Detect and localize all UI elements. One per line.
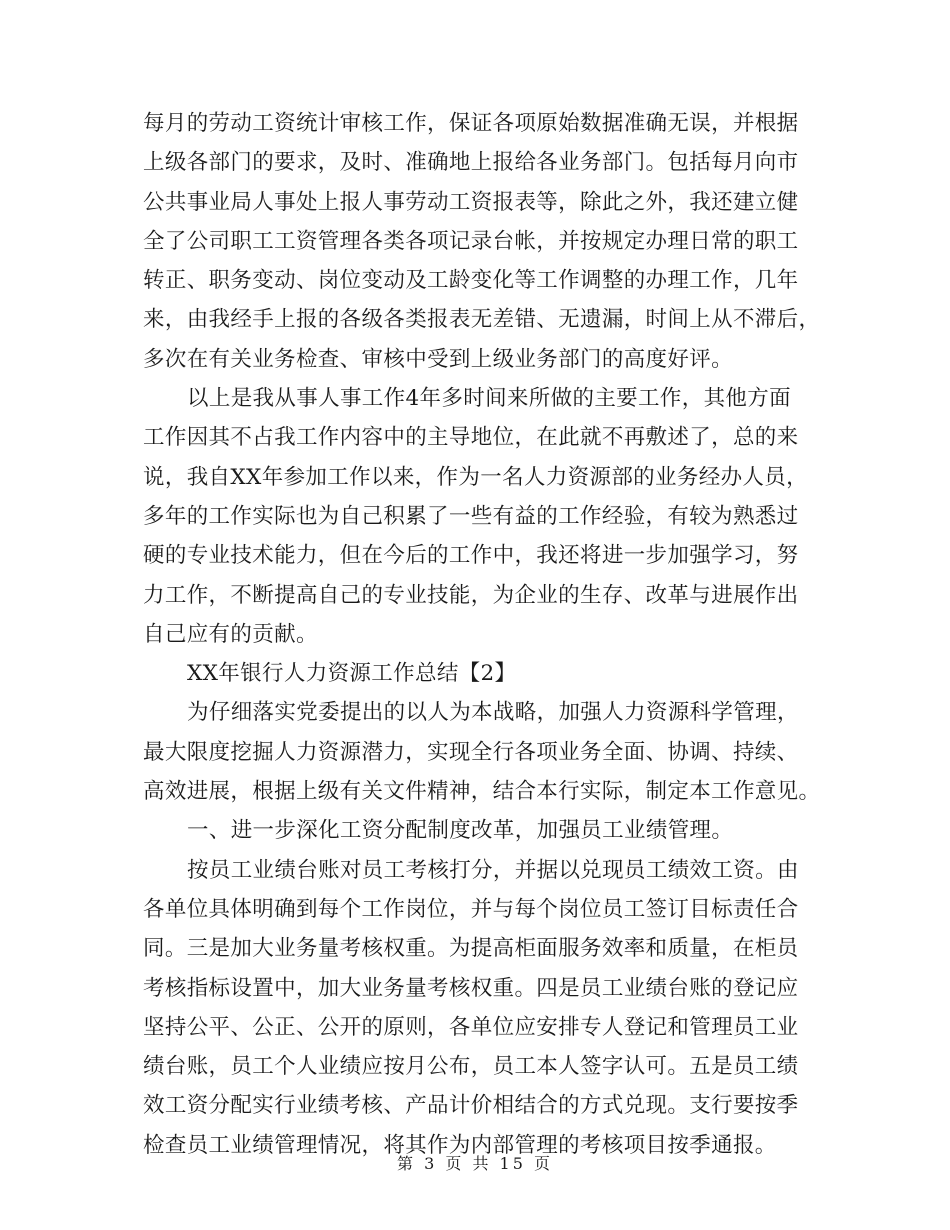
page-number-footer: 第 3 页 共 15 页 — [397, 1154, 553, 1173]
text-line: 全了公司职工工资管理各类各项记录台帐，并按规定办理日常的职工 — [143, 228, 799, 254]
paragraph-start-line: 以上是我从事人事工作4年多时间来所做的主要工作，其他方面 — [187, 386, 791, 412]
text-line: 说，我自XX年参加工作以来，作为一名人力资源部的业务经办人员， — [143, 464, 808, 490]
paragraph-start-line: 按员工业绩台账对员工考核打分，并据以兑现员工绩效工资。由 — [187, 857, 799, 883]
text-line: 考核指标设置中，加大业务量考核权重。四是员工业绩台账的登记应 — [143, 975, 799, 1001]
paragraph-start-line: 为仔细落实党委提出的以人为本战略，加强人力资源科学管理， — [187, 700, 799, 726]
text-line: 检查员工业绩管理情况，将其作为内部管理的考核项目按季通报。 — [143, 1132, 777, 1158]
text-line: 公共事业局人事处上报人事劳动工资报表等，除此之外，我还建立健 — [143, 189, 799, 215]
text-line: 绩台账，员工个人业绩应按月公布，员工本人签字认可。五是员工绩 — [143, 1054, 799, 1080]
text-line: 多年的工作实际也为自己积累了一些有益的工作经验，有较为熟悉过 — [143, 503, 799, 529]
text-line: 最大限度挖掘人力资源潜力，实现全行各项业务全面、协调、持续、 — [143, 739, 799, 765]
text-line: 转正、职务变动、岗位变动及工龄变化等工作调整的办理工作，几年 — [143, 268, 799, 294]
text-line: 自己应有的贡献。 — [143, 621, 318, 647]
text-line: 同。三是加大业务量考核权重。为提高柜面服务效率和质量，在柜员 — [143, 936, 799, 962]
text-line: 上级各部门的要求，及时、准确地上报给各业务部门。包括每月向市 — [143, 150, 799, 176]
subsection-heading: 一、进一步深化工资分配制度改革，加强员工业绩管理。 — [187, 818, 734, 844]
document-body — [143, 104, 821, 1165]
text-line: 高效进展，根据上级有关文件精神，结合本行实际，制定本工作意见。 — [143, 779, 821, 805]
text-line: 力工作，不断提高自己的专业技能，为企业的生存、改革与进展作出 — [143, 582, 799, 608]
text-line: 坚持公平、公正、公开的原则，各单位应安排专人登记和管理员工业 — [143, 1014, 799, 1040]
text-line: 来，由我经手上报的各级各类报表无差错、无遗漏，时间上从不滞后， — [143, 307, 821, 333]
text-line: 工作因其不占我工作内容中的主导地位，在此就不再敷述了，总的来 — [143, 425, 799, 451]
text-line: 各单位具体明确到每个工作岗位，并与每个岗位员工签订目标责任合 — [143, 896, 799, 922]
section-heading: XX年银行人力资源工作总结【2】 — [187, 661, 517, 687]
text-line: 多次在有关业务检查、审核中受到上级业务部门的高度好评。 — [143, 346, 733, 372]
text-line: 硬的专业技术能力，但在今后的工作中，我还将进一步加强学习，努 — [143, 543, 799, 569]
text-line: 每月的劳动工资统计审核工作，保证各项原始数据准确无误，并根据 — [143, 111, 799, 136]
text-line: 效工资分配实行业绩考核、产品计价相结合的方式兑现。支行要按季 — [143, 1093, 799, 1119]
